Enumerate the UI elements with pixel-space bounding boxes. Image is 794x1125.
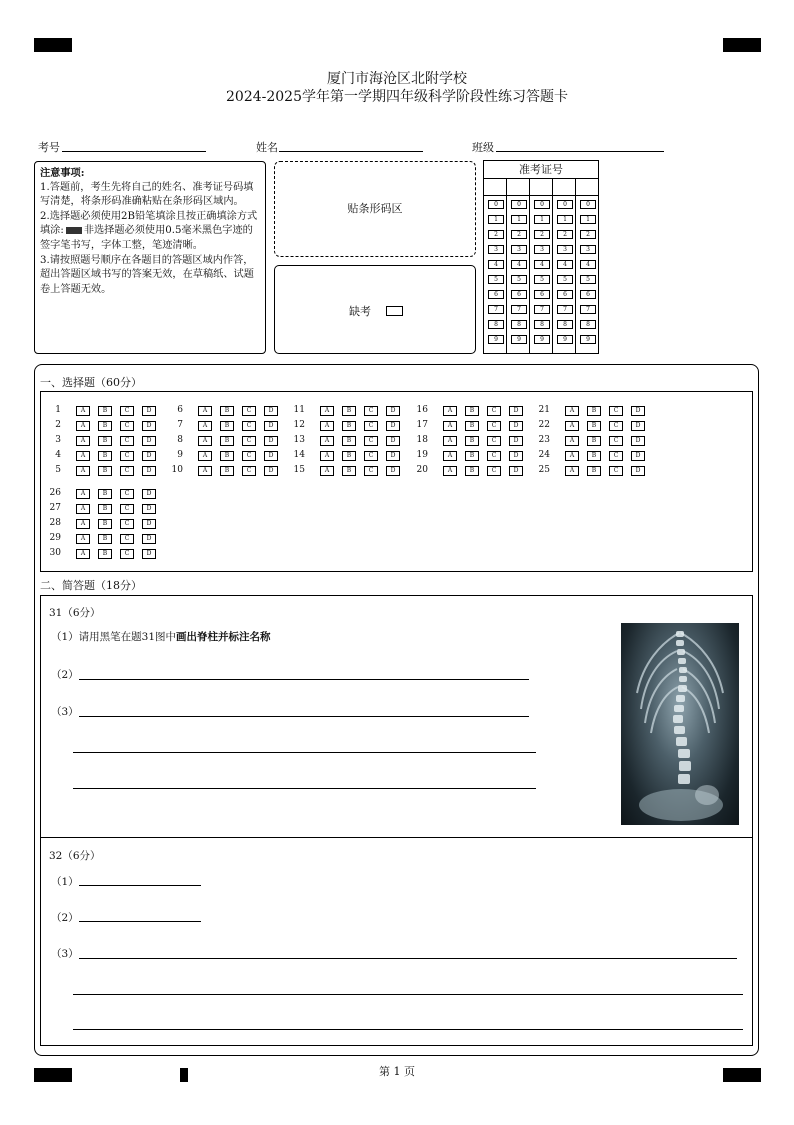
- mcq-question-row: [287, 405, 407, 416]
- q32-part2: （2）: [51, 912, 79, 924]
- mcq-question-number: 17: [416, 420, 428, 430]
- xray-drawing: [621, 623, 739, 825]
- notes-title: 注意事项:: [40, 167, 85, 179]
- mcq-option-bubble[interactable]: C: [487, 451, 501, 461]
- admission-digit-bubble[interactable]: 7: [557, 305, 573, 314]
- q32-part3-line1[interactable]: [79, 958, 737, 959]
- mcq-option-bubble[interactable]: D: [142, 451, 156, 461]
- mcq-option-bubble[interactable]: B: [465, 406, 479, 416]
- mcq-question-number: 23: [538, 435, 550, 445]
- admission-column: [484, 179, 507, 353]
- mcq-option-bubble[interactable]: D: [386, 466, 400, 476]
- mcq-question-row: [287, 435, 407, 446]
- mcq-option-bubble[interactable]: D: [631, 466, 645, 476]
- admission-digit-bubble[interactable]: 8: [580, 320, 596, 329]
- q32-part3-line2[interactable]: [73, 994, 743, 995]
- mcq-option-bubble[interactable]: A: [198, 436, 212, 446]
- mcq-option-bubble[interactable]: C: [120, 421, 134, 431]
- admission-digit-bubble[interactable]: 7: [511, 305, 527, 314]
- mcq-option-bubble[interactable]: B: [98, 534, 112, 544]
- mcq-option-bubble[interactable]: B: [98, 519, 112, 529]
- mcq-option-bubble[interactable]: A: [320, 421, 334, 431]
- admission-digit-bubble[interactable]: 8: [557, 320, 573, 329]
- spine-xray-image: [621, 623, 739, 825]
- admission-digit-bubble[interactable]: 5: [511, 275, 527, 284]
- mcq-option-bubble[interactable]: D: [509, 466, 523, 476]
- admission-column: [507, 179, 530, 353]
- admission-column-input[interactable]: [530, 179, 552, 196]
- mcq-option-bubble[interactable]: C: [242, 466, 256, 476]
- mcq-option-bubble[interactable]: D: [264, 451, 278, 461]
- mcq-option-bubble[interactable]: C: [120, 436, 134, 446]
- q31-header: 31（6分）: [49, 607, 101, 619]
- mcq-option-bubble[interactable]: C: [364, 436, 378, 446]
- mcq-option-bubble[interactable]: C: [364, 421, 378, 431]
- admission-digit-bubble[interactable]: 8: [511, 320, 527, 329]
- mcq-question-row: [43, 435, 163, 446]
- mcq-question-row: [532, 420, 652, 431]
- notes-item-3: 3.请按照题号顺序在各题目的答题区域内作答，超出答题区域书写的答案无效，在草稿纸、试题卷上答题无效。: [40, 254, 254, 295]
- class-label: 班级: [472, 141, 494, 154]
- mcq-question-row: [410, 420, 530, 431]
- mcq-question-number: 2: [55, 420, 61, 430]
- q32-part3-line3[interactable]: [73, 1029, 743, 1030]
- mcq-option-bubble[interactable]: D: [142, 406, 156, 416]
- mcq-question-number: 3: [55, 435, 61, 445]
- absent-checkbox[interactable]: [386, 306, 403, 316]
- name-field[interactable]: [279, 151, 423, 152]
- admission-digit-bubble[interactable]: 7: [488, 305, 504, 314]
- mcq-option-bubble[interactable]: A: [320, 451, 334, 461]
- mcq-option-bubble[interactable]: C: [242, 421, 256, 431]
- admission-digit-bubble[interactable]: 0: [488, 200, 504, 209]
- admission-digit-bubble[interactable]: 1: [580, 215, 596, 224]
- admission-digit-bubble[interactable]: 5: [557, 275, 573, 284]
- mcq-option-bubble[interactable]: B: [587, 406, 601, 416]
- mcq-question-row: [43, 503, 163, 514]
- section2-label: 二、简答题（18分）: [40, 579, 142, 592]
- mcq-question-number: 27: [49, 503, 61, 513]
- mcq-question-number: 7: [177, 420, 183, 430]
- exam-title: 2024-2025学年第一学期四年级科学阶段性练习答题卡: [226, 89, 568, 105]
- admission-digit-bubble[interactable]: 2: [488, 230, 504, 239]
- mcq-option-bubble[interactable]: B: [220, 436, 234, 446]
- mcq-option-bubble[interactable]: A: [565, 436, 579, 446]
- mcq-option-bubble[interactable]: A: [76, 549, 90, 559]
- admission-digit-bubble[interactable]: 9: [557, 335, 573, 344]
- mcq-option-bubble[interactable]: A: [76, 451, 90, 461]
- mcq-option-bubble[interactable]: D: [142, 519, 156, 529]
- mcq-option-bubble[interactable]: B: [465, 436, 479, 446]
- mcq-option-bubble[interactable]: D: [264, 406, 278, 416]
- mcq-option-bubble[interactable]: C: [120, 406, 134, 416]
- admission-column: [553, 179, 576, 353]
- mcq-option-bubble[interactable]: B: [342, 421, 356, 431]
- mcq-question-number: 25: [538, 465, 550, 475]
- mcq-question-row: [43, 518, 163, 529]
- mcq-option-bubble[interactable]: A: [198, 406, 212, 416]
- mcq-question-row: [410, 435, 530, 446]
- admission-digit-bubble[interactable]: 1: [534, 215, 550, 224]
- admission-column-input[interactable]: [484, 179, 506, 196]
- admission-digit-bubble[interactable]: 7: [580, 305, 596, 314]
- mcq-option-bubble[interactable]: A: [76, 406, 90, 416]
- mcq-option-bubble[interactable]: B: [98, 421, 112, 431]
- mcq-option-bubble[interactable]: C: [487, 466, 501, 476]
- mcq-option-bubble[interactable]: A: [76, 504, 90, 514]
- mcq-option-bubble[interactable]: C: [487, 406, 501, 416]
- mcq-option-bubble[interactable]: B: [465, 421, 479, 431]
- mcq-option-bubble[interactable]: D: [386, 451, 400, 461]
- mcq-question-number: 1: [55, 405, 61, 415]
- mcq-question-number: 13: [293, 435, 305, 445]
- notes-item-1: 1.答题前，考生先将自己的姓名、准考证号码填写清楚，将条形码准确粘贴在条形码区域内。: [40, 181, 254, 208]
- mcq-option-bubble[interactable]: A: [76, 489, 90, 499]
- admission-digit-bubble[interactable]: 4: [488, 260, 504, 269]
- mcq-option-bubble[interactable]: C: [364, 406, 378, 416]
- q31-part1: [51, 629, 271, 644]
- admission-digit-bubble[interactable]: 3: [580, 245, 596, 254]
- admission-digit-bubble[interactable]: 9: [534, 335, 550, 344]
- mcq-question-row: [165, 450, 285, 461]
- name-label: 姓名: [256, 141, 278, 154]
- admission-digit-bubble[interactable]: 0: [511, 200, 527, 209]
- mcq-question-row: [43, 548, 163, 559]
- mcq-question-row: [165, 405, 285, 416]
- mcq-option-bubble[interactable]: D: [631, 451, 645, 461]
- q31-part2-line[interactable]: [79, 679, 529, 680]
- mcq-option-bubble[interactable]: B: [220, 466, 234, 476]
- notes-item-2: [40, 210, 260, 254]
- mcq-option-bubble[interactable]: A: [443, 436, 457, 446]
- admission-digit-bubble[interactable]: 7: [534, 305, 550, 314]
- q32-part3: （3）: [51, 948, 79, 960]
- mcq-option-bubble[interactable]: B: [587, 451, 601, 461]
- q31-part3-line2[interactable]: [73, 752, 536, 753]
- q32-part1-line[interactable]: [79, 885, 201, 886]
- mcq-option-bubble[interactable]: D: [509, 436, 523, 446]
- mcq-option-bubble[interactable]: D: [264, 421, 278, 431]
- mcq-option-bubble[interactable]: C: [120, 519, 134, 529]
- admission-column: [530, 179, 553, 353]
- question-32: [40, 838, 753, 1046]
- mcq-option-bubble[interactable]: B: [465, 451, 479, 461]
- admission-digit-bubble[interactable]: 1: [488, 215, 504, 224]
- mcq-option-bubble[interactable]: C: [364, 451, 378, 461]
- admission-column: [576, 179, 599, 353]
- notes-box: [34, 161, 266, 354]
- mcq-question-row: [532, 450, 652, 461]
- admission-column-input[interactable]: [553, 179, 575, 196]
- mcq-option-bubble[interactable]: A: [198, 451, 212, 461]
- admission-digit-bubble[interactable]: 8: [488, 320, 504, 329]
- mcq-option-bubble[interactable]: B: [342, 406, 356, 416]
- mcq-option-bubble[interactable]: B: [98, 436, 112, 446]
- admission-digit-bubble[interactable]: 6: [580, 290, 596, 299]
- q31-part3-line3[interactable]: [73, 788, 536, 789]
- mcq-option-bubble[interactable]: B: [342, 451, 356, 461]
- mcq-option-bubble[interactable]: D: [386, 406, 400, 416]
- q32-part1: （1）: [51, 876, 79, 888]
- registration-mark-top-right: [723, 38, 761, 52]
- barcode-area[interactable]: [274, 161, 476, 257]
- mcq-option-bubble[interactable]: C: [120, 451, 134, 461]
- mcq-option-bubble[interactable]: D: [142, 489, 156, 499]
- mcq-option-bubble[interactable]: C: [609, 451, 623, 461]
- exam-no-label: 考号: [38, 141, 60, 154]
- admission-digit-bubble[interactable]: 1: [557, 215, 573, 224]
- mcq-option-bubble[interactable]: B: [465, 466, 479, 476]
- mcq-option-bubble[interactable]: B: [220, 421, 234, 431]
- mcq-option-bubble[interactable]: C: [487, 421, 501, 431]
- admission-digit-bubble[interactable]: 3: [557, 245, 573, 254]
- mcq-question-row: [287, 465, 407, 476]
- mcq-question-number: 14: [293, 450, 305, 460]
- class-field[interactable]: [496, 151, 664, 152]
- mcq-option-bubble[interactable]: B: [587, 466, 601, 476]
- admission-digit-bubble[interactable]: 9: [511, 335, 527, 344]
- admission-digit-bubble[interactable]: 4: [511, 260, 527, 269]
- mcq-option-bubble[interactable]: A: [76, 436, 90, 446]
- mcq-option-bubble[interactable]: A: [76, 421, 90, 431]
- mcq-question-number: 22: [538, 420, 550, 430]
- mcq-question-number: 12: [293, 420, 305, 430]
- mcq-question-row: [532, 405, 652, 416]
- mcq-option-bubble[interactable]: A: [565, 421, 579, 431]
- mcq-option-bubble[interactable]: D: [264, 436, 278, 446]
- mcq-option-bubble[interactable]: D: [386, 436, 400, 446]
- mcq-option-bubble[interactable]: B: [220, 406, 234, 416]
- mcq-option-bubble[interactable]: C: [120, 489, 134, 499]
- admission-digit-bubble[interactable]: 3: [488, 245, 504, 254]
- q31-part3-line1[interactable]: [79, 716, 529, 717]
- admission-digit-bubble[interactable]: 4: [557, 260, 573, 269]
- mcq-question-number: 21: [538, 405, 550, 415]
- mcq-question-number: 30: [49, 548, 61, 558]
- mcq-area: [40, 391, 753, 572]
- admission-digit-bubble[interactable]: 0: [580, 200, 596, 209]
- admission-column-input[interactable]: [576, 179, 599, 196]
- admission-digit-bubble[interactable]: 6: [534, 290, 550, 299]
- mcq-option-bubble[interactable]: A: [443, 421, 457, 431]
- mcq-question-number: 11: [293, 405, 305, 415]
- mcq-option-bubble[interactable]: C: [120, 549, 134, 559]
- mcq-question-number: 6: [177, 405, 183, 415]
- q31-part2: （2）: [51, 669, 79, 681]
- mcq-question-number: 24: [538, 450, 550, 460]
- mcq-option-bubble[interactable]: B: [98, 466, 112, 476]
- admission-digit-bubble[interactable]: 2: [534, 230, 550, 239]
- mcq-question-row: [287, 420, 407, 431]
- mcq-option-bubble[interactable]: D: [631, 436, 645, 446]
- mcq-question-row: [410, 465, 530, 476]
- mcq-question-row: [43, 405, 163, 416]
- admission-digit-bubble[interactable]: 6: [557, 290, 573, 299]
- mcq-question-row: [165, 435, 285, 446]
- mcq-option-bubble[interactable]: C: [364, 466, 378, 476]
- school-title: 厦门市海沧区北附学校: [327, 71, 467, 87]
- mcq-question-number: 26: [49, 488, 61, 498]
- mcq-option-bubble[interactable]: B: [98, 489, 112, 499]
- mcq-question-row: [43, 488, 163, 499]
- page-number: 第 1 页: [379, 1065, 415, 1078]
- mcq-option-bubble[interactable]: A: [320, 466, 334, 476]
- admission-title: 准考证号: [484, 161, 598, 179]
- admission-digit-bubble[interactable]: 6: [511, 290, 527, 299]
- mcq-question-number: 20: [416, 465, 428, 475]
- mcq-option-bubble[interactable]: A: [320, 436, 334, 446]
- q31-part3: （3）: [51, 706, 79, 718]
- mcq-option-bubble[interactable]: D: [142, 421, 156, 431]
- mcq-option-bubble[interactable]: C: [242, 451, 256, 461]
- admission-digit-bubble[interactable]: 5: [488, 275, 504, 284]
- mcq-option-bubble[interactable]: D: [142, 466, 156, 476]
- mcq-option-bubble[interactable]: A: [443, 466, 457, 476]
- mcq-question-row: [165, 420, 285, 431]
- q32-part2-line[interactable]: [79, 921, 201, 922]
- mcq-question-number: 16: [416, 405, 428, 415]
- admission-digit-bubble[interactable]: 6: [488, 290, 504, 299]
- mcq-option-bubble[interactable]: A: [565, 451, 579, 461]
- mcq-option-bubble[interactable]: D: [509, 406, 523, 416]
- admission-digit-bubble[interactable]: 9: [488, 335, 504, 344]
- mcq-option-bubble[interactable]: A: [443, 451, 457, 461]
- mcq-option-bubble[interactable]: C: [120, 504, 134, 514]
- mcq-question-row: [532, 435, 652, 446]
- mcq-option-bubble[interactable]: C: [609, 466, 623, 476]
- mcq-option-bubble[interactable]: C: [487, 436, 501, 446]
- mcq-option-bubble[interactable]: B: [98, 406, 112, 416]
- admission-digit-bubble[interactable]: 3: [534, 245, 550, 254]
- mcq-question-row: [287, 450, 407, 461]
- fill-sample-icon: [66, 227, 82, 234]
- mcq-question-row: [43, 450, 163, 461]
- mcq-option-bubble[interactable]: D: [631, 421, 645, 431]
- admission-digit-bubble[interactable]: 4: [580, 260, 596, 269]
- mcq-option-bubble[interactable]: B: [342, 436, 356, 446]
- mcq-option-bubble[interactable]: A: [198, 466, 212, 476]
- mcq-option-bubble[interactable]: A: [443, 406, 457, 416]
- q31-part1-bold: 画出脊柱并标注名称: [176, 631, 271, 643]
- notes-item-2a: 2.选择题必须使用2B铅笔填涂且按正确填涂方式填涂:: [40, 210, 258, 237]
- mcq-option-bubble[interactable]: B: [98, 451, 112, 461]
- admission-digit-bubble[interactable]: 8: [534, 320, 550, 329]
- mcq-option-bubble[interactable]: C: [120, 466, 134, 476]
- mcq-option-bubble[interactable]: B: [98, 504, 112, 514]
- admission-number-grid: [483, 160, 599, 354]
- mcq-question-row: [410, 405, 530, 416]
- mcq-option-bubble[interactable]: C: [120, 534, 134, 544]
- mcq-question-row: [43, 533, 163, 544]
- mcq-option-bubble[interactable]: A: [565, 406, 579, 416]
- admission-digit-bubble[interactable]: 5: [534, 275, 550, 284]
- mcq-option-bubble[interactable]: A: [565, 466, 579, 476]
- mcq-option-bubble[interactable]: C: [609, 421, 623, 431]
- admission-digit-bubble[interactable]: 1: [511, 215, 527, 224]
- barcode-label: 贴条形码区: [347, 202, 403, 215]
- q32-header: 32（6分）: [49, 850, 101, 862]
- mcq-question-number: 29: [49, 533, 61, 543]
- admission-digit-bubble[interactable]: 3: [511, 245, 527, 254]
- mcq-question-row: [43, 420, 163, 431]
- mcq-option-bubble[interactable]: D: [142, 549, 156, 559]
- mcq-option-bubble[interactable]: B: [587, 436, 601, 446]
- mcq-option-bubble[interactable]: A: [76, 534, 90, 544]
- mcq-question-number: 9: [177, 450, 183, 460]
- mcq-option-bubble[interactable]: D: [631, 406, 645, 416]
- q31-part1-prefix: （1）请用黑笔在题31图中: [51, 631, 177, 643]
- mcq-option-bubble[interactable]: A: [76, 519, 90, 529]
- mcq-option-bubble[interactable]: A: [198, 421, 212, 431]
- mcq-option-bubble[interactable]: D: [264, 466, 278, 476]
- mcq-option-bubble[interactable]: C: [242, 436, 256, 446]
- mcq-question-row: [532, 465, 652, 476]
- mcq-option-bubble[interactable]: B: [98, 549, 112, 559]
- mcq-option-bubble[interactable]: D: [142, 436, 156, 446]
- admission-digit-bubble[interactable]: 2: [557, 230, 573, 239]
- section1-label: 一、选择题（60分）: [40, 376, 142, 389]
- absent-label: 缺考: [349, 305, 371, 318]
- mcq-question-number: 28: [49, 518, 61, 528]
- mcq-option-bubble[interactable]: A: [320, 406, 334, 416]
- admission-digit-bubble[interactable]: 9: [580, 335, 596, 344]
- mcq-question-number: 15: [293, 465, 305, 475]
- mcq-option-bubble[interactable]: C: [609, 406, 623, 416]
- mcq-question-number: 4: [55, 450, 61, 460]
- admission-digit-bubble[interactable]: 4: [534, 260, 550, 269]
- mcq-option-bubble[interactable]: D: [142, 534, 156, 544]
- mcq-question-number: 19: [416, 450, 428, 460]
- admission-digit-bubble[interactable]: 2: [511, 230, 527, 239]
- admission-digit-bubble[interactable]: 5: [580, 275, 596, 284]
- mcq-question-number: 10: [171, 465, 183, 475]
- mcq-option-bubble[interactable]: D: [509, 421, 523, 431]
- mcq-option-bubble[interactable]: D: [142, 504, 156, 514]
- mcq-option-bubble[interactable]: B: [342, 466, 356, 476]
- admission-digit-bubble[interactable]: 0: [534, 200, 550, 209]
- registration-mark-top-left: [34, 38, 72, 52]
- mcq-question-row: [165, 465, 285, 476]
- mcq-option-bubble[interactable]: C: [242, 406, 256, 416]
- exam-no-field[interactable]: [62, 151, 206, 152]
- mcq-option-bubble[interactable]: B: [220, 451, 234, 461]
- mcq-option-bubble[interactable]: D: [509, 451, 523, 461]
- mcq-question-number: 18: [416, 435, 428, 445]
- mcq-option-bubble[interactable]: C: [609, 436, 623, 446]
- mcq-question-row: [410, 450, 530, 461]
- mcq-option-bubble[interactable]: A: [76, 466, 90, 476]
- absent-box: [274, 265, 476, 354]
- mcq-question-row: [43, 465, 163, 476]
- admission-column-input[interactable]: [507, 179, 529, 196]
- mcq-question-number: 8: [177, 435, 183, 445]
- mcq-option-bubble[interactable]: B: [587, 421, 601, 431]
- admission-digit-bubble[interactable]: 2: [580, 230, 596, 239]
- mcq-option-bubble[interactable]: D: [386, 421, 400, 431]
- notes-item-2b: 非选择题必须使用0.5毫米黑色字迹的签字笔书写，字体工整，笔迹清晰。: [40, 225, 253, 251]
- admission-digit-bubble[interactable]: 0: [557, 200, 573, 209]
- mcq-question-number: 5: [55, 465, 61, 475]
